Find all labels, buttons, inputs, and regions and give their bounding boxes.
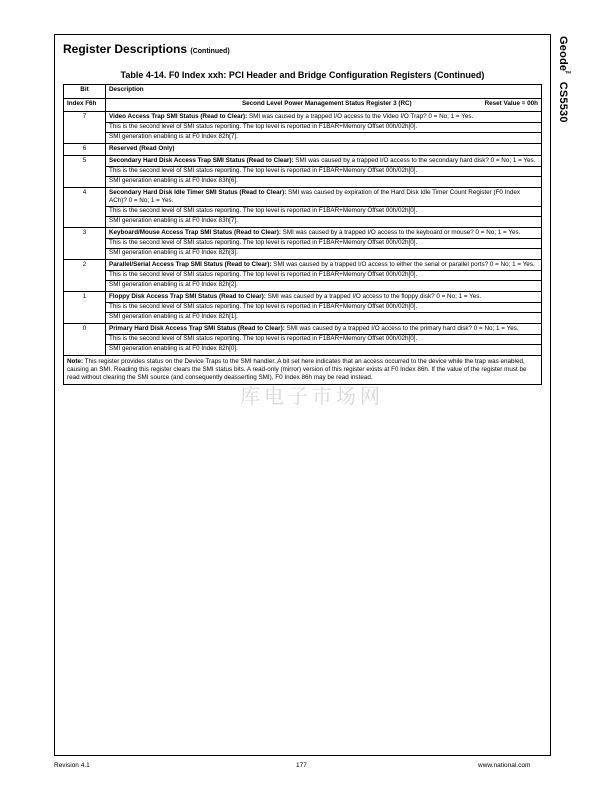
- bit-description: [106, 156, 542, 188]
- status-reporting-note: This is the second level of SMI status reporting. The top level is reported in F1BAR+Memory Offset 00h/02h[0].: [106, 123, 541, 133]
- col-bit-header: Bit: [64, 85, 106, 99]
- status-reporting-note: This is the second level of SMI status reporting. The top level is reported in F1BAR+Memory Offset 00h/02h[0].: [106, 271, 541, 281]
- status-reporting-note: This is the second level of SMI status reporting. The top level is reported in F1BAR+Memory Offset 00h/02h[0].: [106, 239, 541, 249]
- side-product-title: Geode™ CS5530: [557, 36, 572, 123]
- footer-url: www.national.com: [478, 762, 531, 769]
- bit-description: [106, 188, 542, 228]
- bit-field-text: SMI was caused by a trapped I/O access to the secondary hard disk? 0 = No; 1 = Yes.: [293, 157, 536, 164]
- table-row: [64, 112, 542, 144]
- bit-description: [106, 292, 542, 324]
- note-text: This register provides status on the Device Traps to the SMI handler. A bit set here indicates that an access occurred to the device while the trap was enabled, causing an SMI. Reading this register clears the SMI status bits. A read-only (mirror) version of this register exists at F0 Index 86h. If the value of the register must be read without clearing the SMI source (and consequently deasserting SMI), F0 Index 86h may be read instead.: [67, 358, 527, 381]
- status-reporting-note: This is the second level of SMI status reporting. The top level is reported in F1BAR+Memory Offset 00h/02h[0].: [106, 207, 541, 217]
- smi-enable-note: SMI generation enabling is at F0 Index 83h[6].: [109, 177, 238, 184]
- smi-enable-note: SMI generation enabling is at F0 Index 82h[7].: [109, 133, 238, 140]
- table-row: [64, 324, 542, 356]
- table-caption: Table 4-14. F0 Index xxh: PCI Header and Bridge Configuration Registers (Continued): [120, 70, 485, 80]
- table-header-row: [64, 85, 542, 99]
- bit-field-name: Reserved (Read Only): [109, 145, 175, 152]
- table-row: [64, 144, 542, 156]
- index-label: Index F6h: [64, 99, 106, 112]
- bit-field-name: Parallel/Serial Access Trap SMI Status (Read to Clear):: [109, 261, 272, 268]
- bit-field-text: SMI was caused by a trapped I/O access to either the serial or parallel ports? 0 = No; 1 = Yes.: [271, 261, 535, 268]
- bit-field-name: Primary Hard Disk Access Trap SMI Status (Read to Clear):: [109, 325, 285, 332]
- smi-enable-note: SMI generation enabling is at F0 Index 82h[2].: [109, 281, 238, 288]
- register-table: [63, 84, 542, 385]
- smi-enable-note: SMI generation enabling is at F0 Index 82h[3].: [109, 249, 238, 256]
- status-reporting-note: This is the second level of SMI status reporting. The top level is reported in F1BAR+Memory Offset 00h/02h[0].: [106, 167, 541, 177]
- bit-number: 7: [64, 112, 106, 144]
- bit-description: [106, 260, 542, 292]
- smi-enable-note: SMI generation enabling is at F0 Index 82h[0].: [109, 345, 238, 352]
- table-row: [64, 156, 542, 188]
- smi-enable-note: SMI generation enabling is at F0 Index 83h[7].: [109, 217, 238, 224]
- bit-number: 2: [64, 260, 106, 292]
- bit-number: 1: [64, 292, 106, 324]
- bit-field-text: SMI was caused by a trapped I/O access to the floppy disk? 0 = No; 1 = Yes.: [265, 293, 482, 300]
- bit-description: [106, 112, 542, 144]
- bit-field-text: SMI was caused by expiration of the Hard Disk Idle Timer Count Register (F0 Index ACh)? 0 = No; 1 = Yes.: [109, 189, 521, 204]
- bit-field-text: SMI was caused by a trapped I/O access to the primary hard disk? 0 = No; 1 = Yes.: [284, 325, 519, 332]
- bit-number: 0: [64, 324, 106, 356]
- bit-field-name: Secondary Hard Disk Access Trap SMI Status (Read to Clear):: [109, 157, 294, 164]
- bit-field-text: SMI was caused by a trapped I/O access to the Video I/O Trap? 0 = No; 1 = Yes.: [247, 113, 474, 120]
- smi-enable-note: SMI generation enabling is at F0 Index 82h[1].: [109, 313, 238, 320]
- bit-description: [106, 228, 542, 260]
- watermark: 库电子市场网: [240, 386, 384, 408]
- bit-number: 5: [64, 156, 106, 188]
- bit-field-name: Secondary Hard Disk Idle Timer SMI Status (Read to Clear):: [109, 189, 287, 196]
- table-row: [64, 228, 542, 260]
- bit-number: 4: [64, 188, 106, 228]
- footer-page-number: 177: [296, 762, 307, 769]
- col-description-header: Description: [106, 85, 542, 99]
- table-row: [64, 188, 542, 228]
- table-row: [64, 292, 542, 324]
- table-row: [64, 260, 542, 292]
- bit-number: 3: [64, 228, 106, 260]
- index-row: [64, 99, 542, 112]
- footer-revision: Revision 4.1: [54, 762, 90, 769]
- bit-field-name: Keyboard/Mouse Access Trap SMI Status (Read to Clear):: [109, 229, 281, 236]
- bit-field-text: SMI was caused by a trapped I/O access to the keyboard or mouse? 0 = No; 1 = Yes.: [280, 229, 521, 236]
- bit-description: [106, 324, 542, 356]
- bit-number: 6: [64, 144, 106, 156]
- index-title: Second Level Power Management Status Register 3 (RC): [241, 100, 412, 107]
- status-reporting-note: This is the second level of SMI status reporting. The top level is reported in F1BAR+Memory Offset 00h/02h[0].: [106, 303, 541, 313]
- section-title: Register Descriptions (Continued): [63, 42, 230, 56]
- bit-field-name: Video Access Trap SMI Status (Read to Clear):: [109, 113, 248, 120]
- reset-value: Reset Value = 00h: [484, 100, 538, 107]
- bit-description: [106, 144, 542, 156]
- status-reporting-note: This is the second level of SMI status reporting. The top level is reported in F1BAR+Memory Offset 00h/02h[0].: [106, 335, 541, 345]
- bit-field-name: Floppy Disk Access Trap SMI Status (Read to Clear):: [109, 293, 266, 300]
- note-label: Note:: [67, 358, 84, 365]
